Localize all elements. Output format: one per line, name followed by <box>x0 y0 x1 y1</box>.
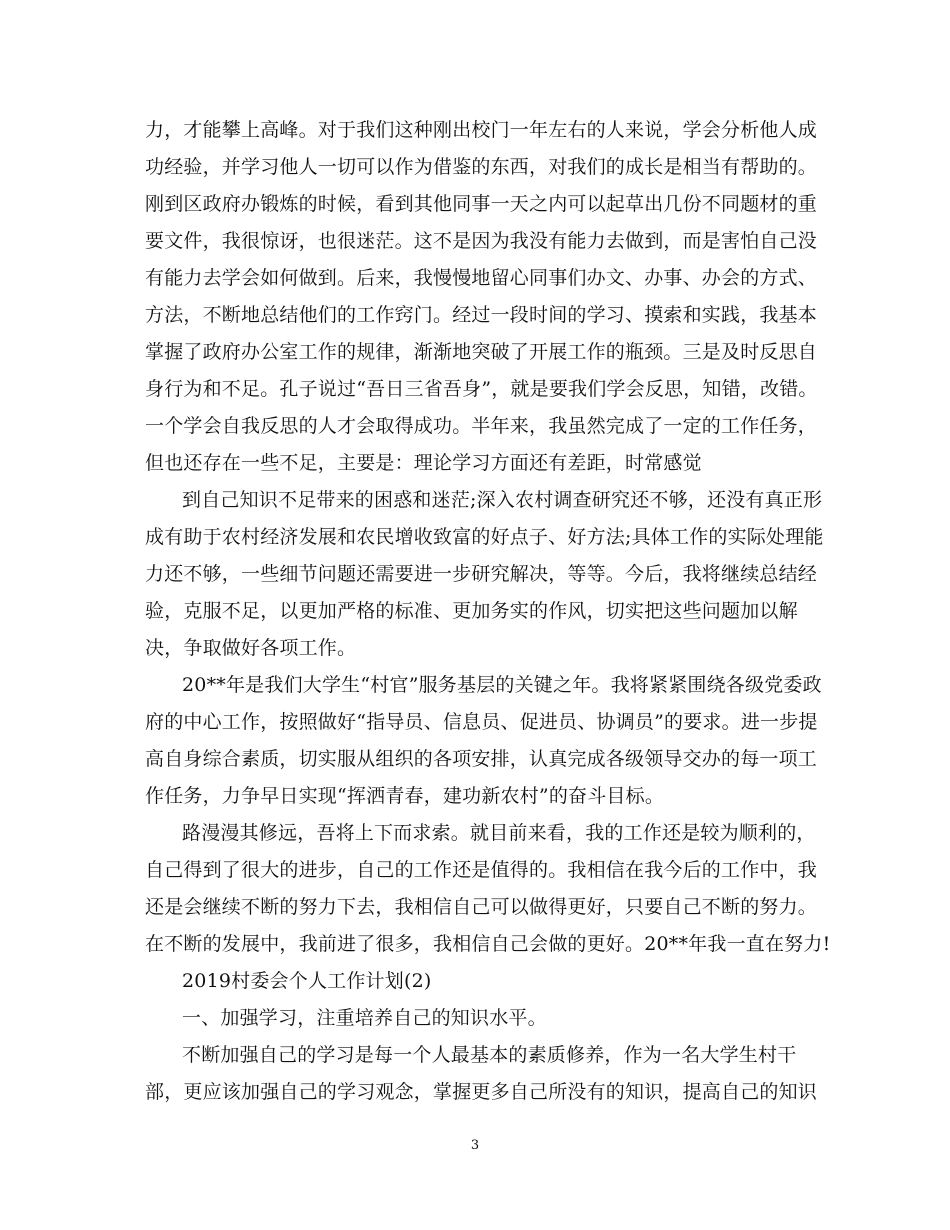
section-heading: 一、加强学习，注重培养自己的知识水平。 <box>182 1007 547 1029</box>
text-line: 高自身综合素质，切实服从组织的各项安排，认真完成各级领导交办的每一项工 <box>145 748 818 770</box>
section-title: 2019村委会个人工作计划(2) <box>182 970 432 992</box>
text-line: 刚到区政府办锻炼的时候，看到其他同事一天之内可以起草出几份不同题材的重 <box>145 193 818 215</box>
text-line: 决，争取做好各项工作。 <box>145 637 357 659</box>
text-line: 在不断的发展中，我前进了很多，我相信自己会做的更好。20**年我一直在努力! <box>145 933 831 955</box>
text-line: 掌握了政府办公室工作的规律，渐渐地突破了开展工作的瓶颈。三是及时反思自 <box>145 341 818 363</box>
text-line: 成有助于农村经济发展和农民增收致富的好点子、好方法;具体工作的实际处理能 <box>145 526 824 548</box>
text-line: 自己得到了很大的进步，自己的工作还是值得的。我相信在我今后的工作中，我 <box>145 859 818 881</box>
paragraph-first-line: 路漫漫其修远，吾将上下而求索。就目前来看，我的工作还是较为顺利的， <box>182 822 816 844</box>
text-line: 要文件，我很惊讶，也很迷茫。这不是因为我没有能力去做到，而是害怕自己没 <box>145 230 818 252</box>
paragraph-first-line: 到自己知识不足带来的困惑和迷茫;深入农村调查研究还不够，还没有真正形 <box>182 489 823 511</box>
text-line: 府的中心工作，按照做好“指导员、信息员、促进员、协调员”的要求。进一步提 <box>145 711 818 733</box>
text-line: 但也还存在一些不足，主要是：理论学习方面还有差距，时常感觉 <box>145 452 702 474</box>
text-line: 有能力去学会如何做到。后来，我慢慢地留心同事们办文、办事、办会的方式、 <box>145 267 818 289</box>
text-line: 方法，不断地总结他们的工作窍门。经过一段时间的学习、摸索和实践，我基本 <box>145 304 818 326</box>
text-line: 功经验，并学习他人一切可以作为借鉴的东西，对我们的成长是相当有帮助的。 <box>145 156 818 178</box>
paragraph-first-line: 不断加强自己的学习是每一个人最基本的素质修养，作为一名大学生村干 <box>182 1044 797 1066</box>
text-line: 力，才能攀上高峰。对于我们这种刚出校门一年左右的人来说，学会分析他人成 <box>145 119 818 141</box>
text-line: 身行为和不足。孔子说过“吾日三省吾身”，就是要我们学会反思，知错，改错。 <box>145 378 818 400</box>
text-line: 一个学会自我反思的人才会取得成功。半年来，我虽然完成了一定的工作任务， <box>145 415 818 437</box>
text-line: 作任务，力争早日实现“挥洒青春，建功新农村”的奋斗目标。 <box>145 785 665 807</box>
paragraph-first-line: 20**年是我们大学生“村官”服务基层的关键之年。我将紧紧围绕各级党委政 <box>182 674 822 696</box>
text-line: 力还不够，一些细节问题还需要进一步研究解决，等等。今后，我将继续总结经 <box>145 563 818 585</box>
text-line: 验，克服不足，以更加严格的标准、更加务实的作风，切实把这些问题加以解 <box>145 600 798 622</box>
text-line: 还是会继续不断的努力下去，我相信自己可以做得更好，只要自己不断的努力。 <box>145 896 818 918</box>
page-number: 3 <box>470 1138 480 1153</box>
text-line: 部，更应该加强自己的学习观念，掌握更多自己所没有的知识，提高自己的知识 <box>145 1081 818 1103</box>
